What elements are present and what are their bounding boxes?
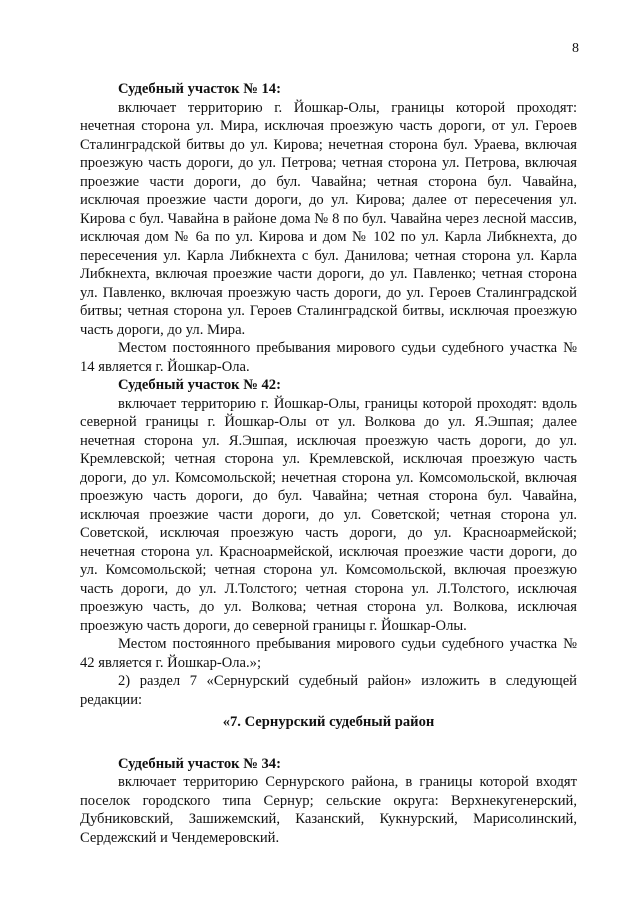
section-42-heading: Судебный участок № 42: <box>118 377 281 393</box>
section-14-residence: Местом постоянного пребывания мирового судьи судебного участка № 14 является г. Йошкар-Ола. <box>80 340 577 375</box>
section-42-body: включает территорию г. Йошкар-Олы, границы которой проходят: вдоль северной границы г. Йошкар-Олы от ул. Волкова до ул. Я.Эшпая; далее нечетная сторона ул. Я.Эшпая, исключая проезжую часть дороги, до ул. Кремлевской; четная сторона ул. Кремлевской, исключая проезжую часть дороги, до ул. Комсомольской; нечетная сторона ул. Комсомольской, включая проезжую часть дороги, до бул. Чавайна; четная сторона бул. Чавайна, исключая проезжие части дороги, до ул. Советской; четная сторона ул. Советской, исключая проезжую часть дороги, до ул. Красноармейской; нечетная сторона ул. Красноармейской, исключая проезжие части дороги, до ул. Комсомольской; четная сторона ул. Комсомольской, включая проезжую часть дороги, до ул. Л.Толстого; четная сторона ул. Л.Толстого, исключая проезжую часть, до ул. Волкова; четная сторона ул. Волкова, исключая проезжую часть дороги, до северной границы г. Йошкар-Олы. <box>80 395 577 634</box>
section-14-heading: Судебный участок № 14: <box>118 81 281 97</box>
district-heading: «7. Сернурский судебный район <box>222 714 435 730</box>
section-14-body: включает территорию г. Йошкар-Олы, границы которой проходят: нечетная сторона ул. Мира, исключая проезжую часть дороги, от ул. Героев Сталинградской битвы до ул. Кирова; нечетная сторона бул. Ураева, включая проезжую часть дороги, до ул. Петрова; четная сторона ул. Петрова, включая проезжие части дороги, до бул. Чавайна; четная сторона бул. Чавайна, исключая проезжие части дороги, до ул. Кирова; далее от пересечения ул. Кирова с бул. Чавайна в районе дома № 8 по бул. Чавайна через лесной массив, исключая дом № 6а по ул. Кирова и дом № 102 по ул. Карла Либкнехта, до пересечения ул. Карла Либкнехта с бул. Данилова; четная сторона ул. Карла Либкнехта, включая проезжие части дороги, до ул. Павленко; четная сторона ул. Павленко, включая проезжую часть дороги, до ул. Героев Сталинградской битвы; четная сторона ул. Героев Сталинградской битвы, исключая проезжую часть дороги, до ул. Мира. <box>80 99 577 338</box>
section-42-residence: Местом постоянного пребывания мирового судьи судебного участка № 42 является г. Йошкар-Ола.»; <box>80 636 577 671</box>
section-34-heading: Судебный участок № 34: <box>118 755 281 772</box>
page-number: 8 <box>572 41 579 56</box>
amendment-paragraph: 2) раздел 7 «Сернурский судебный район» изложить в следующей редакции: <box>80 673 577 708</box>
section-34-body: включает территорию Сернурского района, в границы которой входят поселок городского типа Сернур; сельские округа: Верхнекугенерский, Дубниковский, Зашижемский, Казанский, Кукнурский, Марисолинский, Сердежский и Чендемеровский. <box>80 774 577 846</box>
document-body <box>80 80 577 847</box>
